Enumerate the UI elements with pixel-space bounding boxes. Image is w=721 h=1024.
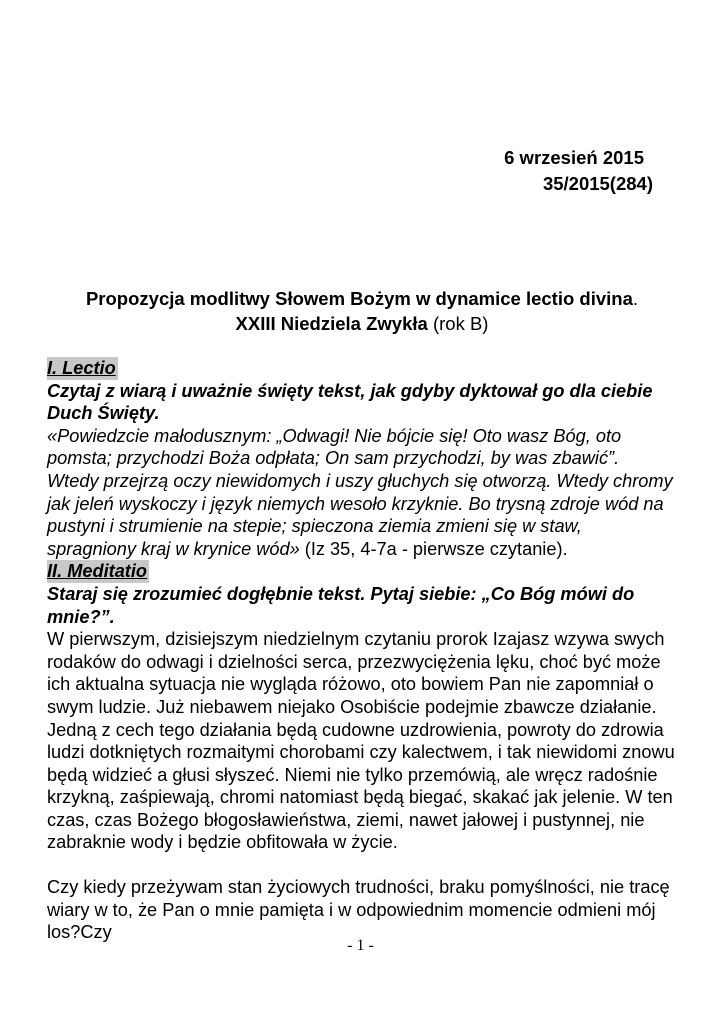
paragraph-gap — [47, 854, 675, 876]
title-period: . — [632, 288, 639, 309]
date-header — [504, 145, 653, 197]
meditatio-section — [47, 560, 675, 944]
liturgical-year: (rok B) — [427, 313, 489, 334]
lectio-section — [47, 357, 675, 560]
title-main: Propozycja modlitwy Słowem Bożym w dynamice lectio divina — [85, 288, 633, 309]
date: 6 wrzesień 2015 — [504, 147, 644, 168]
scripture-passage — [47, 425, 675, 561]
title-line-1 — [49, 286, 675, 311]
meditatio-paragraph-2: Czy kiedy przeżywam stan życiowych trudności, braku pomyślności, nie tracę wiary w to, że Pan o mnie pamięta i w odpowiednim momencie odmieni mój los?Czy — [47, 877, 670, 943]
lectio-instruction: Czytaj z wiarą i uważnie święty tekst, jak gdyby dyktował go dla ciebie Duch Święty. — [47, 380, 653, 424]
title-line-2 — [49, 311, 675, 336]
scripture-reference: (Iz 35, 4-7a - pierwsze czytanie). — [299, 538, 568, 559]
document-body — [47, 357, 675, 944]
document-title — [49, 286, 675, 336]
page-number: - 1 - — [347, 937, 374, 954]
meditatio-paragraph-1: W pierwszym, dzisiejszym niedzielnym czytaniu prorok Izajasz wzywa swych rodaków do odwagi i dzielności serca, przezwyciężenia lęku, choć być może ich aktualna sytuacja nie wygląda różowo, oto bowiem Pan nie zapomniał o swym ludzie. Już niebawem niejako Osobiście podejmie zbawcze działanie. Jedną z cech tego działania będą cudowne uzdrowienia, powroty do zdrowia ludzi dotkniętych rozmaitymi chorobami czy kalectwem, i tak niewidomi znowu będą widzieć a głusi słyszeć. Niemi nie tylko przemówią, ale wręcz radośnie krzykną, zaśpiewają, chromi natomiast będą biegać, skakać jak jelenie. W ten czas, czas Bożego błogosławieństwa, ziemi, nawet jałowej i pustynnej, nie zabraknie wody i będzie obfitowała w życie. — [47, 629, 675, 853]
scripture-quote: «Powiedzcie małodusznym: „Odwagi! Nie bójcie się! Oto wasz Bóg, oto pomsta; przychodzi Boża odpłata; On sam przychodzi, by was zbawić”. Wtedy przejrzą oczy niewidomych i uszy głuchych się otworzą. Wtedy chromy jak jeleń wyskoczy i język niemych wesoło krzyknie. Bo trysną zdroje wód na pustyni i strumienie na stepie; spieczona ziemia zmieni się w staw, spragniony kraj w krynice wód» — [47, 425, 673, 559]
meditatio-instruction: Staraj się zrozumieć dogłębnie tekst. Pytaj siebie: „Co Bóg mówi do mnie?”. — [47, 583, 635, 627]
lectio-heading: I. Lectio — [47, 358, 116, 378]
sunday-name: XXIII Niedziela Zwykła — [235, 313, 428, 334]
issue-number: 35/2015(284) — [542, 173, 653, 194]
meditatio-heading: II. Meditatio — [47, 561, 148, 582]
